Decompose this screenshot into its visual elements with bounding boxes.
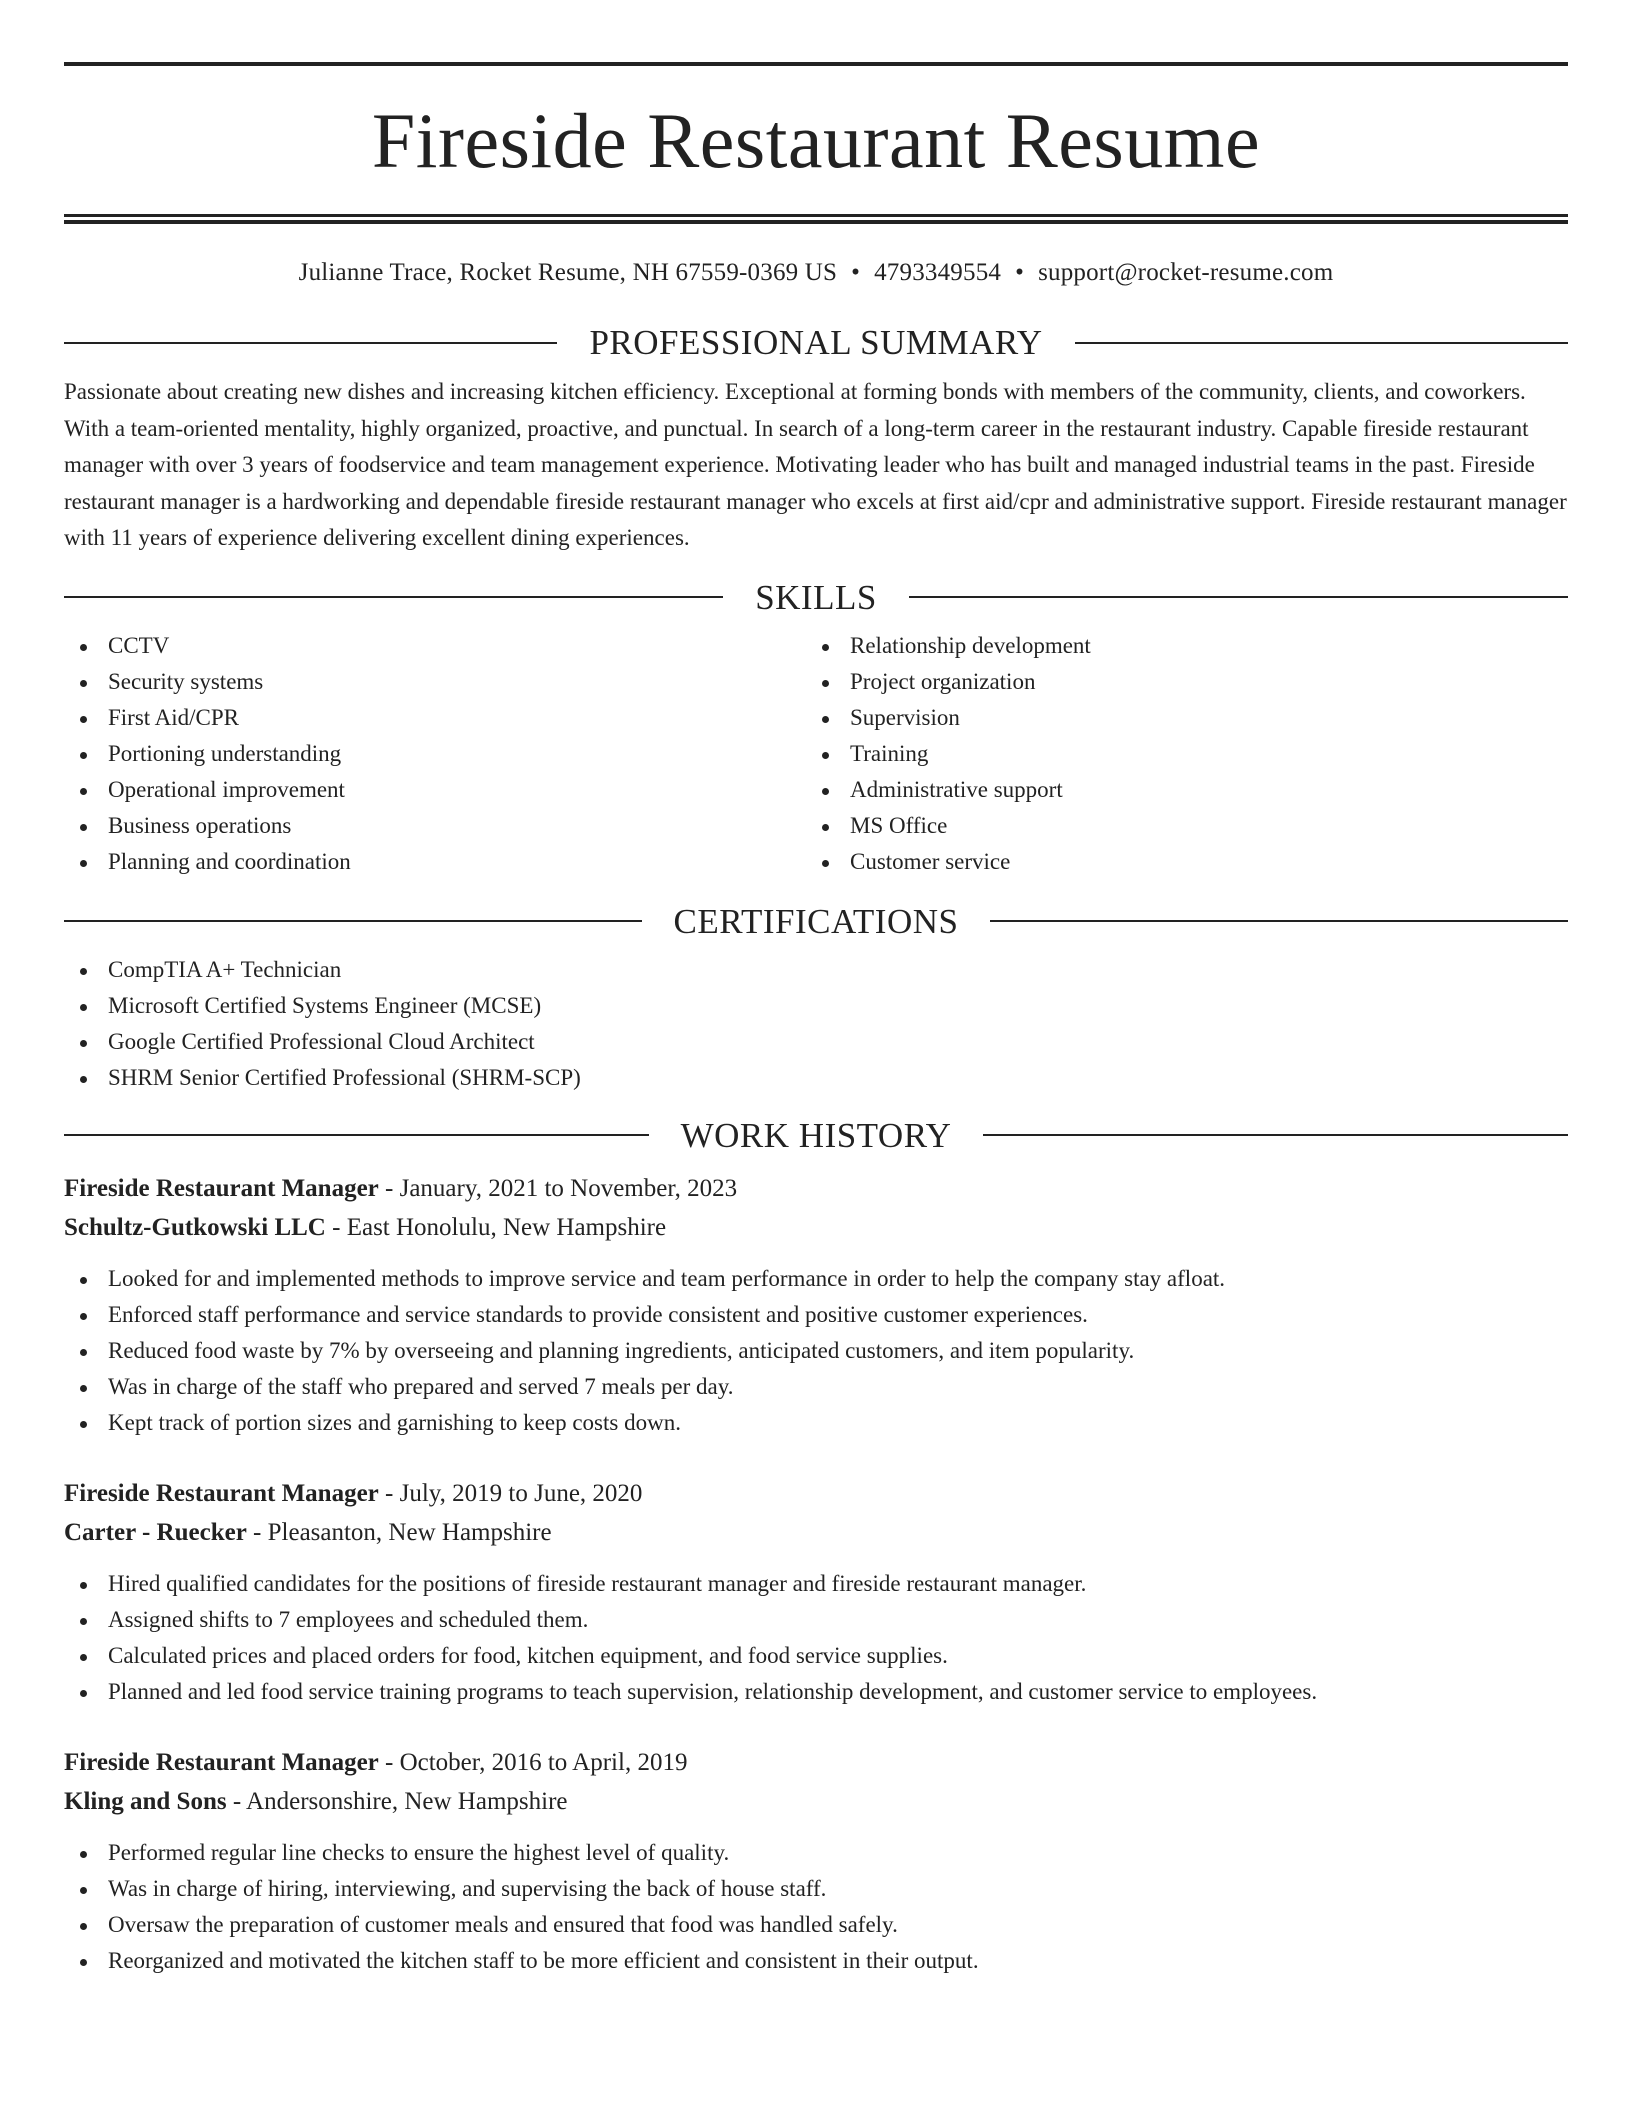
- skill-item: Operational improvement: [64, 772, 806, 808]
- top-rule: [64, 62, 1568, 66]
- job-bullet: Calculated prices and placed orders for food, kitchen equipment, and food service supplies.: [64, 1638, 1568, 1674]
- contact-email: support@rocket-resume.com: [1038, 259, 1334, 286]
- skill-item: Supervision: [806, 700, 1548, 736]
- job-title-line: [64, 1169, 1568, 1208]
- job-bullet: Reduced food waste by 7% by overseeing and planning ingredients, anticipated customers, and item popularity.: [64, 1333, 1568, 1369]
- certifications-list: [64, 952, 1568, 1096]
- skill-item: MS Office: [806, 808, 1548, 844]
- job-bullet: Planned and led food service training programs to teach supervision, relationship development, and customer service to employees.: [64, 1674, 1568, 1710]
- skill-item: Planning and coordination: [64, 844, 806, 880]
- job-company-line: [64, 1782, 1568, 1821]
- skill-item: CCTV: [64, 628, 806, 664]
- heading-rule: [64, 342, 557, 344]
- skills-heading: [64, 577, 1568, 617]
- heading-rule: [64, 1134, 649, 1136]
- summary-text: Passionate about creating new dishes and increasing kitchen efficiency. Exceptional at forming bonds with members of the community, clients, and coworkers. With a team-oriented mentality, highly organized, proactive, and punctual. In search of a long-term career in the restaurant industry. Capable fireside restaurant manager with over 3 years of foodservice and team management experience. Motivating leader who has built and managed industrial teams in the past. Fireside restaurant manager is a hardworking and dependable fireside restaurant manager who excels at first aid/cpr and administrative support. Fireside restaurant manager with 11 years of experience delivering excellent dining experiences.: [64, 379, 1567, 550]
- work-history-heading-label: WORK HISTORY: [680, 1115, 952, 1155]
- skill-item: Portioning understanding: [64, 736, 806, 772]
- job-dates: - January, 2021 to November, 2023: [378, 1174, 738, 1202]
- summary-heading: [64, 325, 1568, 360]
- job-bullet: Kept track of portion sizes and garnishing to keep costs down.: [64, 1405, 1568, 1441]
- certification-item: CompTIA A+ Technician: [64, 952, 1568, 988]
- heading-rule: [64, 596, 723, 598]
- job-title-line: [64, 1474, 1568, 1513]
- job-bullet: Performed regular line checks to ensure the highest level of quality.: [64, 1835, 1568, 1871]
- job-bullet: Assigned shifts to 7 employees and scheduled them.: [64, 1602, 1568, 1638]
- job-title: Fireside Restaurant Manager: [64, 1479, 379, 1507]
- job-title: Fireside Restaurant Manager: [64, 1748, 379, 1776]
- resume-title: Fireside Restaurant Resume: [371, 97, 1261, 184]
- job-bullet: Oversaw the preparation of customer meals and ensured that food was handled safely.: [64, 1907, 1568, 1943]
- job-bullet: Reorganized and motivated the kitchen staff to be more efficient and consistent in their output.: [64, 1943, 1568, 1979]
- summary-heading-label: PROFESSIONAL SUMMARY: [589, 323, 1043, 362]
- heading-rule: [1075, 342, 1568, 344]
- skills-columns: [64, 628, 1568, 880]
- certification-item: Microsoft Certified Systems Engineer (MCSE): [64, 988, 1568, 1024]
- heading-rule: [64, 920, 642, 922]
- job-title: Fireside Restaurant Manager: [64, 1174, 379, 1202]
- job-entry: [64, 1474, 1568, 1710]
- job-bullet: Looked for and implemented methods to improve service and team performance in order to help the company stay afloat.: [64, 1261, 1568, 1297]
- job-title-line: [64, 1743, 1568, 1782]
- job-location: - East Honolulu, New Hampshire: [325, 1213, 667, 1241]
- skill-item: Security systems: [64, 664, 806, 700]
- heading-rule: [983, 1134, 1568, 1136]
- certification-item: Google Certified Professional Cloud Architect: [64, 1024, 1568, 1060]
- job-location: - Pleasanton, New Hampshire: [246, 1518, 552, 1546]
- certification-item: SHRM Senior Certified Professional (SHRM-SCP): [64, 1060, 1568, 1096]
- heading-rule: [990, 920, 1568, 922]
- skill-item: Training: [806, 736, 1548, 772]
- skill-item: Relationship development: [806, 628, 1548, 664]
- job-bullet: Enforced staff performance and service standards to provide consistent and positive customer experiences.: [64, 1297, 1568, 1333]
- skills-left-list: [64, 628, 806, 880]
- contact-separator: •: [1015, 259, 1025, 286]
- job-company-line: [64, 1513, 1568, 1552]
- job-location: - Andersonshire, New Hampshire: [226, 1787, 568, 1815]
- job-company: Carter - Ruecker: [64, 1518, 247, 1546]
- job-company-line: [64, 1208, 1568, 1247]
- contact-phone: 4793349554: [874, 259, 1002, 286]
- job-bullet: Hired qualified candidates for the positions of fireside restaurant manager and fireside restaurant manager.: [64, 1566, 1568, 1602]
- job-bullets: [64, 1566, 1568, 1710]
- job-dates: - July, 2019 to June, 2020: [378, 1479, 643, 1507]
- skill-item: Administrative support: [806, 772, 1548, 808]
- skill-item: First Aid/CPR: [64, 700, 806, 736]
- job-entry: [64, 1743, 1568, 1979]
- job-bullets: [64, 1261, 1568, 1441]
- job-entry: [64, 1169, 1568, 1441]
- skills-heading-label: SKILLS: [755, 577, 877, 617]
- contact-line: [64, 258, 1568, 288]
- skill-item: Business operations: [64, 808, 806, 844]
- contact-separator: •: [851, 259, 861, 286]
- certifications-heading: [64, 901, 1568, 941]
- skill-item: Customer service: [806, 844, 1548, 880]
- job-bullets: [64, 1835, 1568, 1979]
- skills-right-list: [806, 628, 1548, 880]
- job-company: Kling and Sons: [64, 1787, 227, 1815]
- job-bullet: Was in charge of hiring, interviewing, and supervising the back of house staff.: [64, 1871, 1568, 1907]
- contact-address: Julianne Trace, Rocket Resume, NH 67559-0369 US: [298, 259, 838, 286]
- job-company: Schultz-Gutkowski LLC: [64, 1213, 326, 1241]
- job-dates: - October, 2016 to April, 2019: [378, 1748, 688, 1776]
- work-history-heading: [64, 1115, 1568, 1155]
- title-double-rule: [64, 214, 1568, 224]
- skill-item: Project organization: [806, 664, 1548, 700]
- certifications-heading-label: CERTIFICATIONS: [673, 901, 959, 941]
- job-bullet: Was in charge of the staff who prepared and served 7 meals per day.: [64, 1369, 1568, 1405]
- heading-rule: [909, 596, 1568, 598]
